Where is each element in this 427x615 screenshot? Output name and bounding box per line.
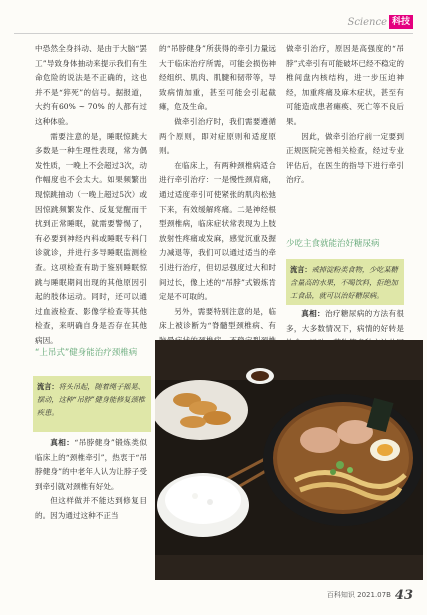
rumor-box-1 <box>33 376 151 432</box>
truth-label: 真相： <box>50 438 75 447</box>
rumor-label: 流言： <box>290 265 312 274</box>
paragraph: 需要注意的是，睡眠惊跳大多数是一种生理性表现，常为偶发性质，一晚上不会超过3次，动作幅度也不会太大。如果频繁出现惊跳抽动（一晚上超过5次）或因惊跳频繁发作、反复觉醒而干扰到正常睡眠，就需要警惕了，有必要到神经内科或睡眠专科门诊就诊，并进行多导睡眠监测检查。这项检查有助于鉴别睡眠惊跳与睡眠期间出现的其他原因引起的肢体运动。同时，还可以通过血液检查、影像学检查等其他检查，来明确自身是否存在其他病因。 <box>35 131 147 345</box>
food-photo <box>155 340 423 580</box>
subheading-neck-hanging: “上吊式”健身能治疗颈椎病 <box>35 348 138 358</box>
paragraph: 做牵引治疗时，我们需要遵循两个原则，即对症原则和适度原则。 <box>159 116 276 156</box>
paragraph: 的“吊脖健身”所获得的牵引力量远大于临床治疗所需，可能会损伤神经组织、肌肉、肌腱和韧带等，导致病情加重，甚至可能会引起截瘫，危及生命。 <box>159 44 276 112</box>
page-footer <box>327 588 413 603</box>
header-rule <box>14 33 413 34</box>
rumor-label: 流言： <box>37 382 59 391</box>
paragraph: 但这样做并不能达到修复目的。因为通过这种不正当 <box>35 496 147 520</box>
truth-text: “吊脖健身”锻炼类似临床上的“颈椎牵引”，热衷于“吊脖健身”的中老年人认为让脖子受到牵引就对颈椎有好处。 <box>35 438 148 491</box>
column-3 <box>286 42 404 188</box>
paragraph: 另外，需要特别注意的是，临床上被诊断为“脊髓型颈椎病、有 <box>159 306 276 331</box>
paragraph: 中恐然全身抖动、是由于大脑“罢工”导致身体抽动来提示我们有生命危险的说法是不正确的，这也并不是“猝死”的信号。据报道，大约有60% ~ 70% 的人都有过这种体验。 <box>35 44 147 126</box>
food-photo-illustration <box>155 340 423 580</box>
rumor-text: 戒掉淀粉类食物，少吃某糖含量高的水果，不喝饮料，拒绝加工食品，就可以治好糖尿病。 <box>290 265 398 300</box>
subheading-diabetes: 少吃主食就能治好糖尿病 <box>286 239 380 249</box>
paragraph: 做牵引治疗，原因是高强度的“吊脖”式牵引有可能破坏已经不稳定的椎间盘内核结构，进一步压迫神经，加重疼痛及麻木症状，甚至有可能造成患者瘫痪、死亡等不良后果。 <box>286 44 404 126</box>
paragraph: 在临床上，有两种颈椎病适合进行牵引治疗：一是慢性颈肩痛，通过适度牵引可使紧张的肌肉松弛下来，有效缓解疼痛。二是神经根型颈椎病，临床症状常表现为上肢放射性疼痛或发麻，感觉沉重及握力减退等，我们可以通过适当的牵引进行治疗，但切忌强度过大和时间过长，像上述的“吊脖”式锻炼肯定是不可取的。 <box>159 160 276 302</box>
rumor-box-2 <box>286 259 404 305</box>
paragraph: 因此，做牵引治疗前一定要到正规医院完善相关检查，经过专业评估后，在医生的指导下进行牵引治疗。 <box>286 131 404 185</box>
truth-text: 治疗糖尿病的方法有很多，大多数情况下，病情的好转是 <box>286 309 405 333</box>
magazine-issue: 百科知识 2021.07B <box>326 591 391 599</box>
section-label-en: Science <box>347 17 387 28</box>
column-1-bottom <box>35 436 147 524</box>
truth-label: 真相： <box>301 309 325 318</box>
section-label-cn: 科技 <box>389 15 413 29</box>
page-number: 43 <box>394 588 413 603</box>
column-2 <box>159 42 276 363</box>
column-1 <box>35 42 147 348</box>
rumor-text: 将头吊起，随着绳子摇晃、摆动，这种“吊脖”健身能修复颈椎疾患。 <box>37 382 145 417</box>
